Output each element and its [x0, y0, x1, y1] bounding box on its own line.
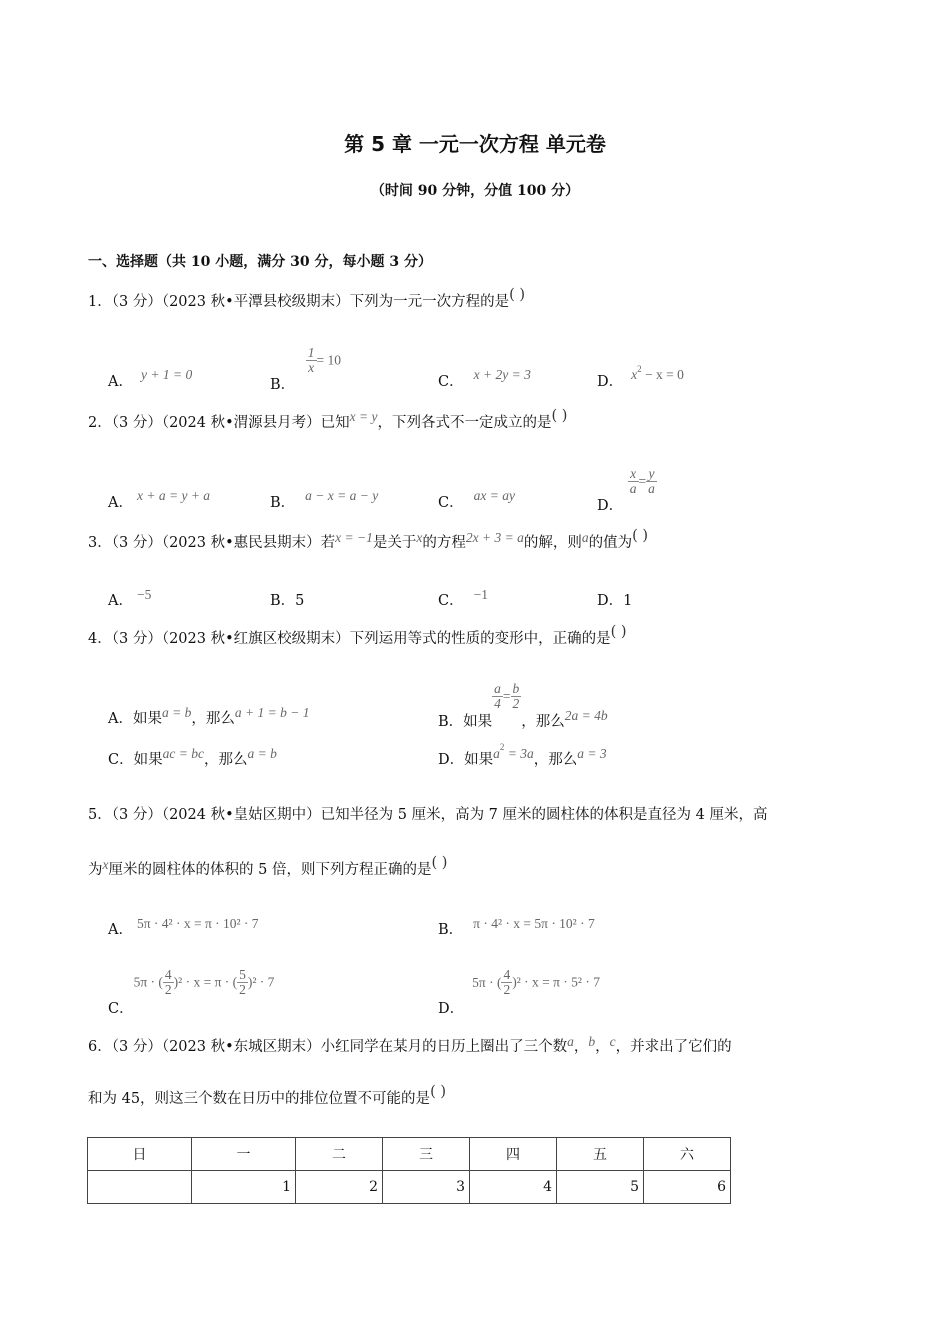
q1-option-a: A． y + 1 = 0	[108, 367, 193, 390]
calendar-header-row	[88, 1138, 731, 1171]
q5-option-a: A． 5π · 4² · x = π · 10² · 7	[108, 916, 259, 938]
q2-option-d: D． $\frac{x}{a}$ = $\frac{y}{a}$	[597, 466, 655, 514]
q5-option-b: B． π · 4² · x = 5π · 10² · 7	[438, 916, 595, 938]
question-5-line2: 为x厘米的圆柱体的体积的 5 倍，则下列方程正确的是( )	[88, 855, 448, 878]
q3-option-a: A． −5	[108, 587, 152, 609]
calendar-cell: 5	[557, 1171, 644, 1204]
fraction: $\frac{4}{2}$	[503, 967, 511, 998]
question-2: 2．（3 分）（2024 秋•渭源县月考）已知x = y，下列各式不一定成立的是( )	[88, 408, 568, 431]
q4-option-c: C．如果ac = bc，那么a = b	[108, 746, 277, 768]
question-4: 4．（3 分）（2023 秋•红旗区校级期末）下列运用等式的性质的变形中，正确的是( )	[88, 624, 627, 647]
q3-option-c: C． −1	[438, 587, 488, 609]
q4-option-d: D．如果$a^2 = 3a$，那么a = 3	[438, 742, 607, 768]
q4-option-a: A．如果a = b，那么a + 1 = b − 1	[108, 705, 310, 727]
question-number: 1．	[88, 294, 112, 310]
q2-option-a: A． x + a = y + a	[108, 488, 211, 511]
answer-parens: ( )	[509, 287, 526, 303]
question-6-line1: 6．（3 分）（2023 秋•东城区期末）小红同学在某月的日历上圈出了三个数a，b，c，并求出了它们的	[88, 1034, 732, 1055]
q3-option-b: B．5	[270, 593, 305, 609]
calendar-header-cell: 二	[296, 1138, 383, 1171]
fraction: $\frac{a}{4}$	[494, 681, 501, 712]
q4-option-b: B．如果 $\frac{a}{4}$ = $\frac{b}{2}$ ，那么2a = 4b	[438, 681, 608, 730]
answer-parens: ( )	[632, 528, 649, 544]
calendar-cell: 2	[296, 1171, 383, 1204]
fraction: $\frac{y}{a}$	[648, 466, 655, 497]
calendar-cell: 1	[192, 1171, 296, 1204]
calendar-cell	[88, 1171, 192, 1204]
page-title: 第 5 章 一元一次方程 单元卷	[344, 132, 606, 156]
calendar-header-cell: 四	[470, 1138, 557, 1171]
q1-option-b: B． $\frac{1}{x}$ = 10	[270, 345, 342, 393]
answer-parens: ( )	[431, 855, 448, 871]
question-text: （3 分）（2023 秋•平潭县校级期末）下列为一元一次方程的是	[111, 294, 510, 310]
page-subtitle: （时间 90 分钟，分值 100 分）	[370, 183, 580, 199]
fraction: $\frac{b}{2}$	[512, 681, 520, 712]
calendar-header-cell: 三	[383, 1138, 470, 1171]
calendar-header-cell: 六	[644, 1138, 731, 1171]
question-5-line1: 5．（3 分）（2024 秋•皇姑区期中）已知半径为 5 厘米，高为 7 厘米的圆柱体的体积是直径为 4 厘米，高	[88, 807, 768, 823]
calendar-cell: 4	[470, 1171, 557, 1204]
fraction: $\frac{x}{a}$	[629, 466, 637, 497]
answer-parens: ( )	[610, 624, 627, 640]
fraction: $\frac{5}{2}$	[239, 967, 246, 998]
section-heading: 一、选择题（共 10 小题，满分 30 分，每小题 3 分）	[88, 254, 432, 270]
q5-option-c: C．5π · ( $\frac{4}{2}$ )² · x = π · ( $\frac{5}{2}$ )² · 7	[108, 967, 275, 1017]
q5-option-d: D．5π · ( $\frac{4}{2}$ )² · x = π · 5² · 7	[438, 967, 600, 1017]
answer-parens: ( )	[551, 408, 568, 424]
calendar-header-cell: 日	[88, 1138, 192, 1171]
calendar-cell: 6	[644, 1171, 731, 1204]
q1-option-c: C． x + 2y = 3	[438, 367, 531, 390]
question-6-line2: 和为 45，则这三个数在日历中的排位位置不可能的是( )	[88, 1084, 446, 1107]
answer-parens: ( )	[430, 1084, 446, 1100]
q2-option-b: B． a − x = a − y	[270, 488, 379, 511]
q3-option-d: D．1	[597, 593, 633, 609]
calendar-cell: 3	[383, 1171, 470, 1204]
q1-option-d: D． $x^2 - x = 0$	[597, 364, 684, 390]
calendar-row	[88, 1171, 731, 1204]
question-1	[88, 287, 526, 311]
q2-option-c: C． ax = ay	[438, 488, 515, 511]
question-3: 3．（3 分）（2023 秋•惠民县期末）若x = −1是关于x的方程2x + 3 = a的解，则a的值为( )	[88, 528, 649, 551]
calendar-header-cell: 一	[192, 1138, 296, 1171]
fraction: $\frac{1}{x}$	[307, 345, 315, 376]
fraction: $\frac{4}{2}$	[164, 967, 172, 998]
calendar-header-cell: 五	[557, 1138, 644, 1171]
calendar-table	[87, 1137, 731, 1204]
